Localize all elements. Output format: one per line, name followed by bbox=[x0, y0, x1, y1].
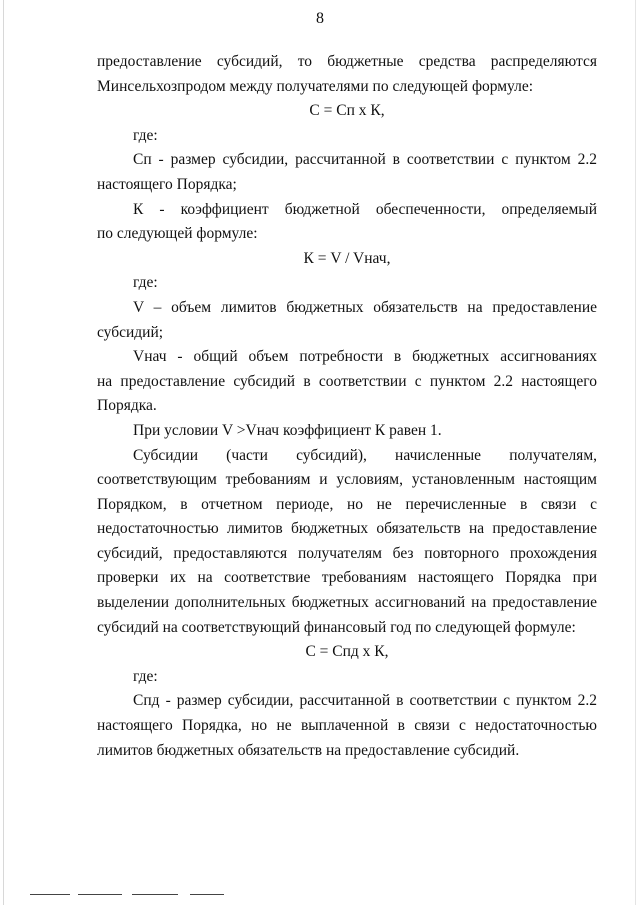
where-label: где: bbox=[133, 126, 158, 144]
paragraph-line: настоящего Порядка, но не выплаченной в связи с недостаточностью bbox=[97, 717, 597, 735]
paragraph-line: по следующей формуле: bbox=[97, 225, 258, 243]
where-label: где: bbox=[133, 667, 158, 685]
where-label: где: bbox=[133, 274, 158, 292]
paragraph-line: субсидий на соответствующий финансовый год по следующей формуле: bbox=[97, 618, 576, 636]
paragraph-line: V – объем лимитов бюджетных обязательств на предоставление bbox=[133, 298, 597, 316]
paragraph-line: лимитов бюджетных обязательств на предоставление субсидий. bbox=[97, 741, 520, 759]
paragraph-line: предоставление субсидий, то бюджетные средства распределяются bbox=[97, 53, 597, 70]
paragraph-line: Минсельхозпродом между получателями по следующей формуле: bbox=[97, 77, 534, 95]
document-body bbox=[97, 50, 597, 763]
scan-bottom-marks bbox=[30, 893, 610, 897]
scan-left-edge bbox=[3, 0, 4, 905]
paragraph-line: Субсидии (части субсидий), начисленные получателям, bbox=[133, 446, 597, 464]
paragraph-line: К - коэффициент бюджетной обеспеченности, определяемый bbox=[133, 200, 597, 218]
paragraph-line: настоящего Порядка; bbox=[97, 175, 237, 193]
formula-subsidy: С = Сп х К, bbox=[309, 102, 385, 120]
paragraph-line: Порядка. bbox=[97, 397, 157, 415]
page-number: 8 bbox=[316, 10, 324, 27]
paragraph-line: выделении дополнительных бюджетных ассигнований на предоставление bbox=[97, 594, 597, 612]
paragraph-line: недостаточностью лимитов бюджетных обязательств на предоставление bbox=[97, 520, 597, 538]
paragraph-line: субсидий, предоставляются получателям без повторного прохождения bbox=[97, 544, 597, 562]
paragraph-line: субсидий; bbox=[97, 323, 164, 341]
paragraph-line: Vнач - общий объем потребности в бюджетных ассигнованиях bbox=[133, 348, 597, 366]
paragraph-line: Сп - размер субсидии, рассчитанной в соответствии с пунктом 2.2 bbox=[133, 151, 597, 169]
paragraph-line: Спд - размер субсидии, рассчитанной в соответствии с пунктом 2.2 bbox=[133, 692, 597, 710]
paragraph-line: соответствующим требованиям и условиям, установленным настоящим bbox=[97, 471, 597, 489]
paragraph-line: на предоставление субсидий в соответствии с пунктом 2.2 настоящего bbox=[97, 372, 597, 390]
paragraph-line: проверки их на соответствие требованиям настоящего Порядка при bbox=[97, 569, 597, 587]
formula-subsidy-additional: С = Спд х К, bbox=[305, 643, 389, 661]
scan-right-edge bbox=[635, 0, 636, 905]
paragraph-line: При условии V >Vнач коэффициент К равен 1. bbox=[133, 421, 442, 439]
paragraph-line: Порядком, в отчетном периоде, но не перечисленные в связи с bbox=[97, 495, 597, 513]
formula-coefficient: К = V / Vнач, bbox=[303, 249, 391, 267]
